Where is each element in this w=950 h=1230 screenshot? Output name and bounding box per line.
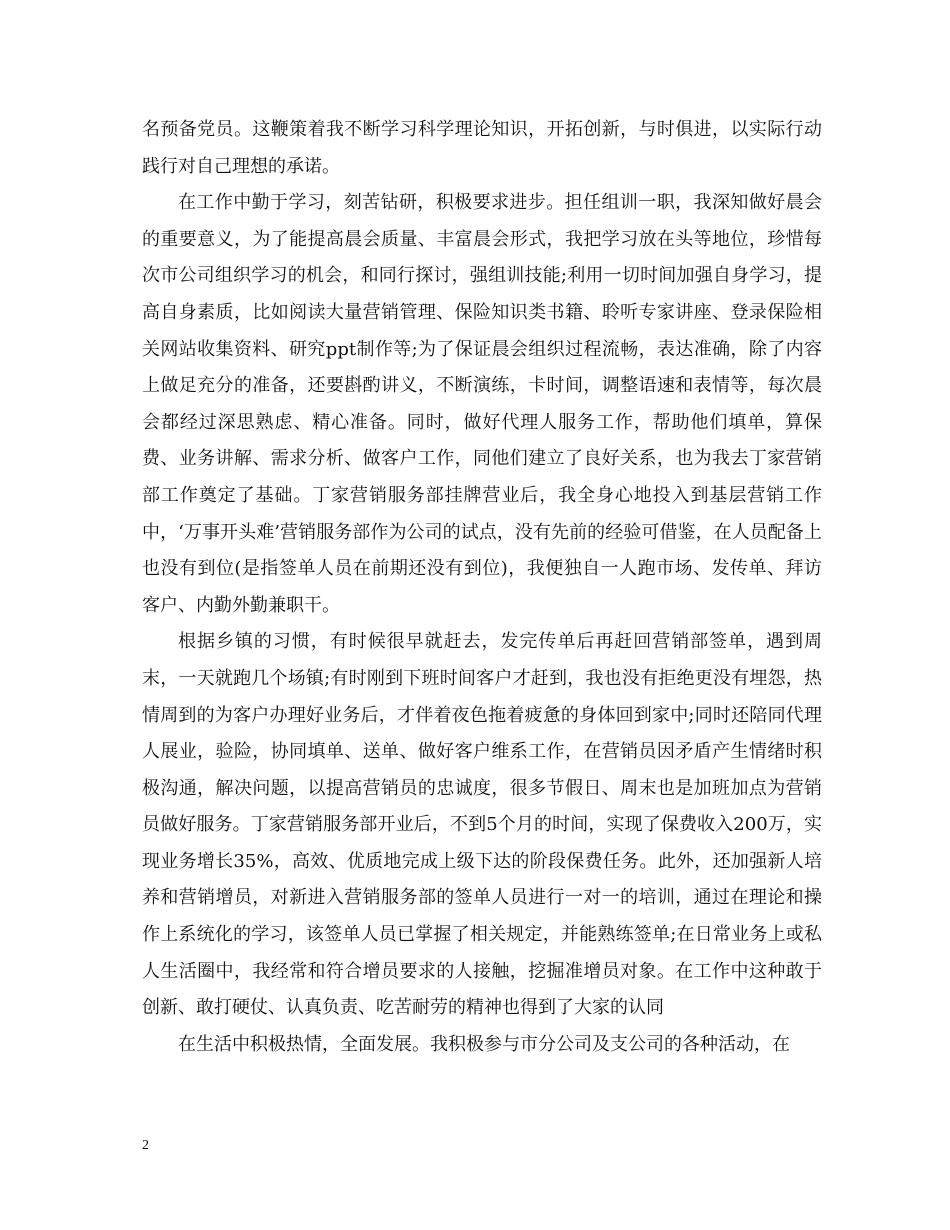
paragraph-1: 名预备党员。这鞭策着我不断学习科学理论知识，开拓创新，与时俱进，以实际行动践行对自己理想的承诺。 [142,119,822,177]
paragraph-2: 在工作中勤于学习，刻苦钻研，积极要求进步。担任组训一职，我深知做好晨会的重要意义，为了能提高晨会质量、丰富晨会形式，我把学习放在头等地位，珍惜每次市公司组织学习的机会，和同行探讨，强组训技能;利用一切时间加强自身学习，提高自身素质，比如阅读大量营销管理、保险知识类书籍、聆听专家讲座、登录保险相关网站收集资料、研究ppt制作等;为了保证晨会组织过程流畅，表达准确，除了内容上做足充分的准备，还要斟酌讲义，不断演练，卡时间，调整语速和表情等，每次晨会都经过深思熟虑、精心准备。同时，做好代理人服务工作，帮助他们填单，算保费、业务讲解、需求分析、做客户工作，同他们建立了良好关系，也为我去丁家营销部工作奠定了基础。丁家营销服务部挂牌营业后，我全身心地投入到基层营销工作中，‘万事开头难’营销服务部作为公司的试点，没有先前的经验可借鉴，在人员配备上也没有到位(是指签单人员在前期还没有到位)，我便独自一人跑市场、发传单、拜访客户、内勤外勤兼职干。 [142,192,822,616]
document-body [142,112,822,1063]
paragraph-4: 在生活中积极热情，全面发展。我积极参与市分公司及支公司的各种活动，在 [178,1033,790,1055]
paragraph-3: 根据乡镇的习惯，有时候很早就赶去，发完传单后再赶回营销部签单，遇到周末，一天就跑几个场镇;有时刚到下班时间客户才赶到，我也没有拒绝更没有埋怨，热情周到的为客户办理好业务后，才伴着夜色拖着疲惫的身体回到家中;同时还陪同代理人展业，验险，协同填单、送单、做好客户维系工作，在营销员因矛盾产生情绪时积极沟通，解决问题，以提高营销员的忠诚度，很多节假日、周末也是加班加点为营销员做好服务。丁家营销服务部开业后，不到5个月的时间，实现了保费收入200万，实现业务增长35%，高效、优质地完成上级下达的阶段保费任务。此外，还加强新人培养和营销增员，对新进入营销服务部的签单人员进行一对一的培训，通过在理论和操作上系统化的学习，该签单人员已掌握了相关规定，并能熟练签单;在日常业务上或私人生活圈中，我经常和符合增员要求的人接触，挖掘准增员对象。在工作中这种敢于创新、敢打硬仗、认真负责、吃苦耐劳的精神也得到了大家的认同 [142,631,822,1019]
page-number: 2 [142,1138,149,1153]
